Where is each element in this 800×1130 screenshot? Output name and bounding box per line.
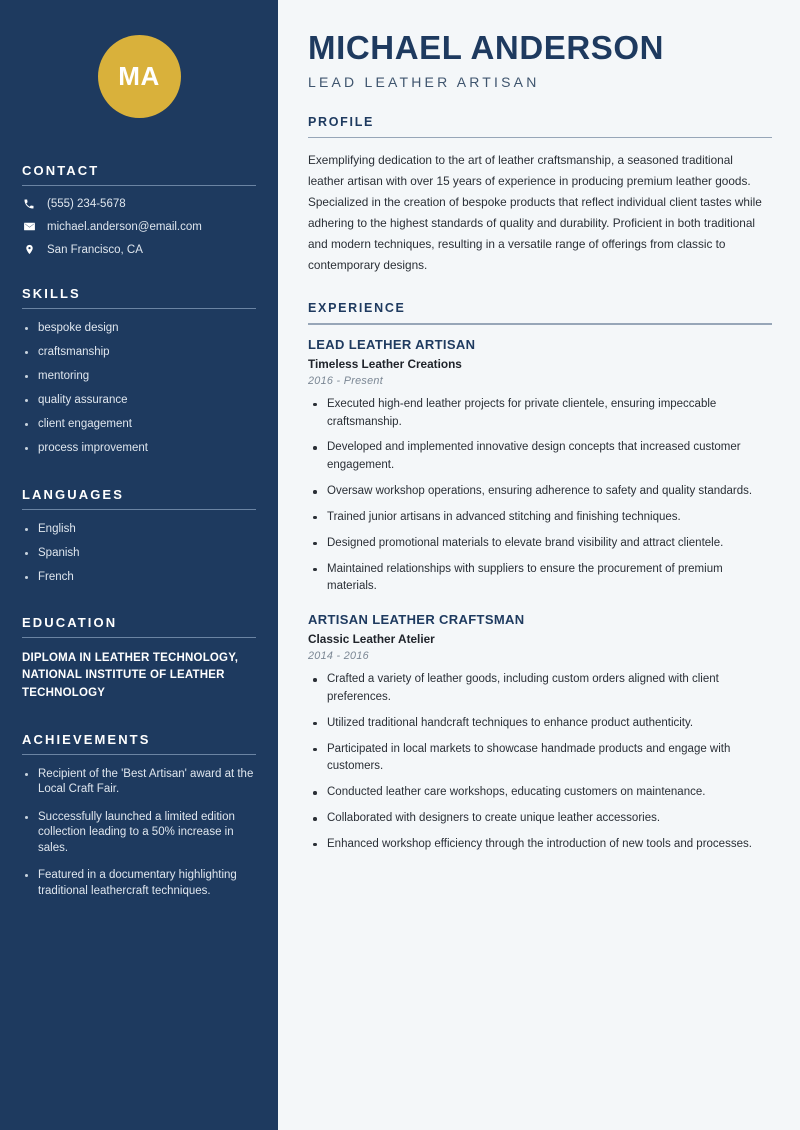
education-entry: DIPLOMA IN LEATHER TECHNOLOGY, NATIONAL INSTITUTE OF LEATHER TECHNOLOGY xyxy=(22,652,239,699)
list-item: quality assurance xyxy=(22,393,256,409)
list-item: Maintained relationships with suppliers to ensure the procurement of premium materials. xyxy=(308,561,772,597)
profile-text: Exemplifying dedication to the art of leather craftsmanship, a seasoned traditional leather artisan with over 15 years of experience in producing premium leather goods. Specialized in the creation of bespoke products that reflect individual client tastes while adhering to the highest standards of quality and durability. Proficient in both traditional and modern techniques, resulting in a versatile range of offerings from classic to contemporary designs. xyxy=(308,153,762,273)
sidebar xyxy=(0,0,278,1130)
list-item: craftsmanship xyxy=(22,345,256,361)
languages-list xyxy=(22,522,256,586)
list-item: Oversaw workshop operations, ensuring adherence to safety and quality standards. xyxy=(308,483,772,501)
experience-bullet-list xyxy=(308,671,772,854)
location-pin-icon xyxy=(22,243,36,256)
list-item: Developed and implemented innovative design concepts that increased customer engagement. xyxy=(308,439,772,475)
list-item: French xyxy=(22,570,256,586)
achievements-list xyxy=(22,767,256,900)
list-item: English xyxy=(22,522,256,538)
section-heading-experience: EXPERIENCE xyxy=(308,301,406,316)
list-item: Crafted a variety of leather goods, including custom orders aligned with client preferences. xyxy=(308,671,772,707)
divider xyxy=(22,637,256,638)
experience-company: Classic Leather Atelier xyxy=(308,632,435,647)
sidebar-section-contact xyxy=(22,163,256,256)
sidebar-heading-education: EDUCATION xyxy=(22,615,118,631)
avatar-initials: MA xyxy=(98,35,181,118)
sidebar-heading-languages: LANGUAGES xyxy=(22,486,124,502)
skills-list xyxy=(22,321,256,457)
list-item: Spanish xyxy=(22,546,256,562)
envelope-icon xyxy=(22,220,36,233)
experience-job-title: ARTISAN LEATHER CRAFTSMAN xyxy=(308,612,525,628)
list-item: bespoke design xyxy=(22,321,256,337)
section-profile xyxy=(308,115,772,276)
list-item: Collaborated with designers to create unique leather accessories. xyxy=(308,810,772,828)
contact-item-location[interactable] xyxy=(22,243,256,256)
divider xyxy=(308,323,772,325)
list-item: Executed high-end leather projects for private clientele, ensuring impeccable craftsmanship. xyxy=(308,396,772,432)
sidebar-heading-skills: SKILLS xyxy=(22,286,81,301)
experience-company: Timeless Leather Creations xyxy=(308,356,462,371)
job-role-subtitle: LEAD LEATHER ARTISAN xyxy=(308,73,540,90)
sidebar-heading-achievements: ACHIEVEMENTS xyxy=(22,731,151,747)
list-item: Trained junior artisans in advanced stitching and finishing techniques. xyxy=(308,509,772,527)
list-item: Enhanced workshop efficiency through the introduction of new tools and processes. xyxy=(308,836,772,854)
experience-dates: 2016 - Present xyxy=(308,374,384,387)
sidebar-heading-contact: CONTACT xyxy=(22,163,100,178)
section-experience xyxy=(308,301,772,853)
page-title: MICHAEL ANDERSON xyxy=(308,29,665,66)
divider xyxy=(22,308,256,309)
experience-bullet-list xyxy=(308,396,772,596)
section-heading-profile: PROFILE xyxy=(308,114,375,129)
experience-job-title: LEAD LEATHER ARTISAN xyxy=(308,336,476,352)
main-content xyxy=(278,0,800,1130)
list-item: Participated in local markets to showcase handmade products and engage with customers. xyxy=(308,741,772,777)
list-item: process improvement xyxy=(22,441,256,457)
experience-dates: 2014 - 2016 xyxy=(308,650,369,663)
contact-location-value: San Francisco, CA xyxy=(47,243,143,256)
divider xyxy=(22,509,256,510)
list-item: Recipient of the 'Best Artisan' award at the Local Craft Fair. xyxy=(22,767,256,798)
divider xyxy=(308,137,772,139)
list-item: Successfully launched a limited edition collection leading to a 50% increase in sales. xyxy=(22,810,256,857)
contact-item-email[interactable] xyxy=(22,220,256,233)
sidebar-section-languages xyxy=(22,487,256,586)
list-item: Conducted leather care workshops, educating customers on maintenance. xyxy=(308,784,772,802)
list-item: client engagement xyxy=(22,417,256,433)
experience-entry xyxy=(308,337,772,596)
divider xyxy=(22,754,256,755)
list-item: Featured in a documentary highlighting traditional leathercraft techniques. xyxy=(22,868,256,899)
avatar-container xyxy=(22,0,256,118)
divider xyxy=(22,185,256,186)
list-item: Designed promotional materials to elevate brand visibility and attract clientele. xyxy=(308,535,772,553)
sidebar-section-achievements xyxy=(22,732,256,900)
sidebar-section-skills xyxy=(22,286,256,457)
contact-email-value: michael.anderson@email.com xyxy=(47,220,202,233)
list-item: mentoring xyxy=(22,369,256,385)
contact-phone-value: (555) 234-5678 xyxy=(47,198,126,210)
experience-entry xyxy=(308,612,772,854)
contact-item-phone[interactable] xyxy=(22,198,256,210)
phone-icon xyxy=(22,198,36,210)
list-item: Utilized traditional handcraft techniques to enhance product authenticity. xyxy=(308,715,772,733)
sidebar-section-education xyxy=(22,615,256,702)
